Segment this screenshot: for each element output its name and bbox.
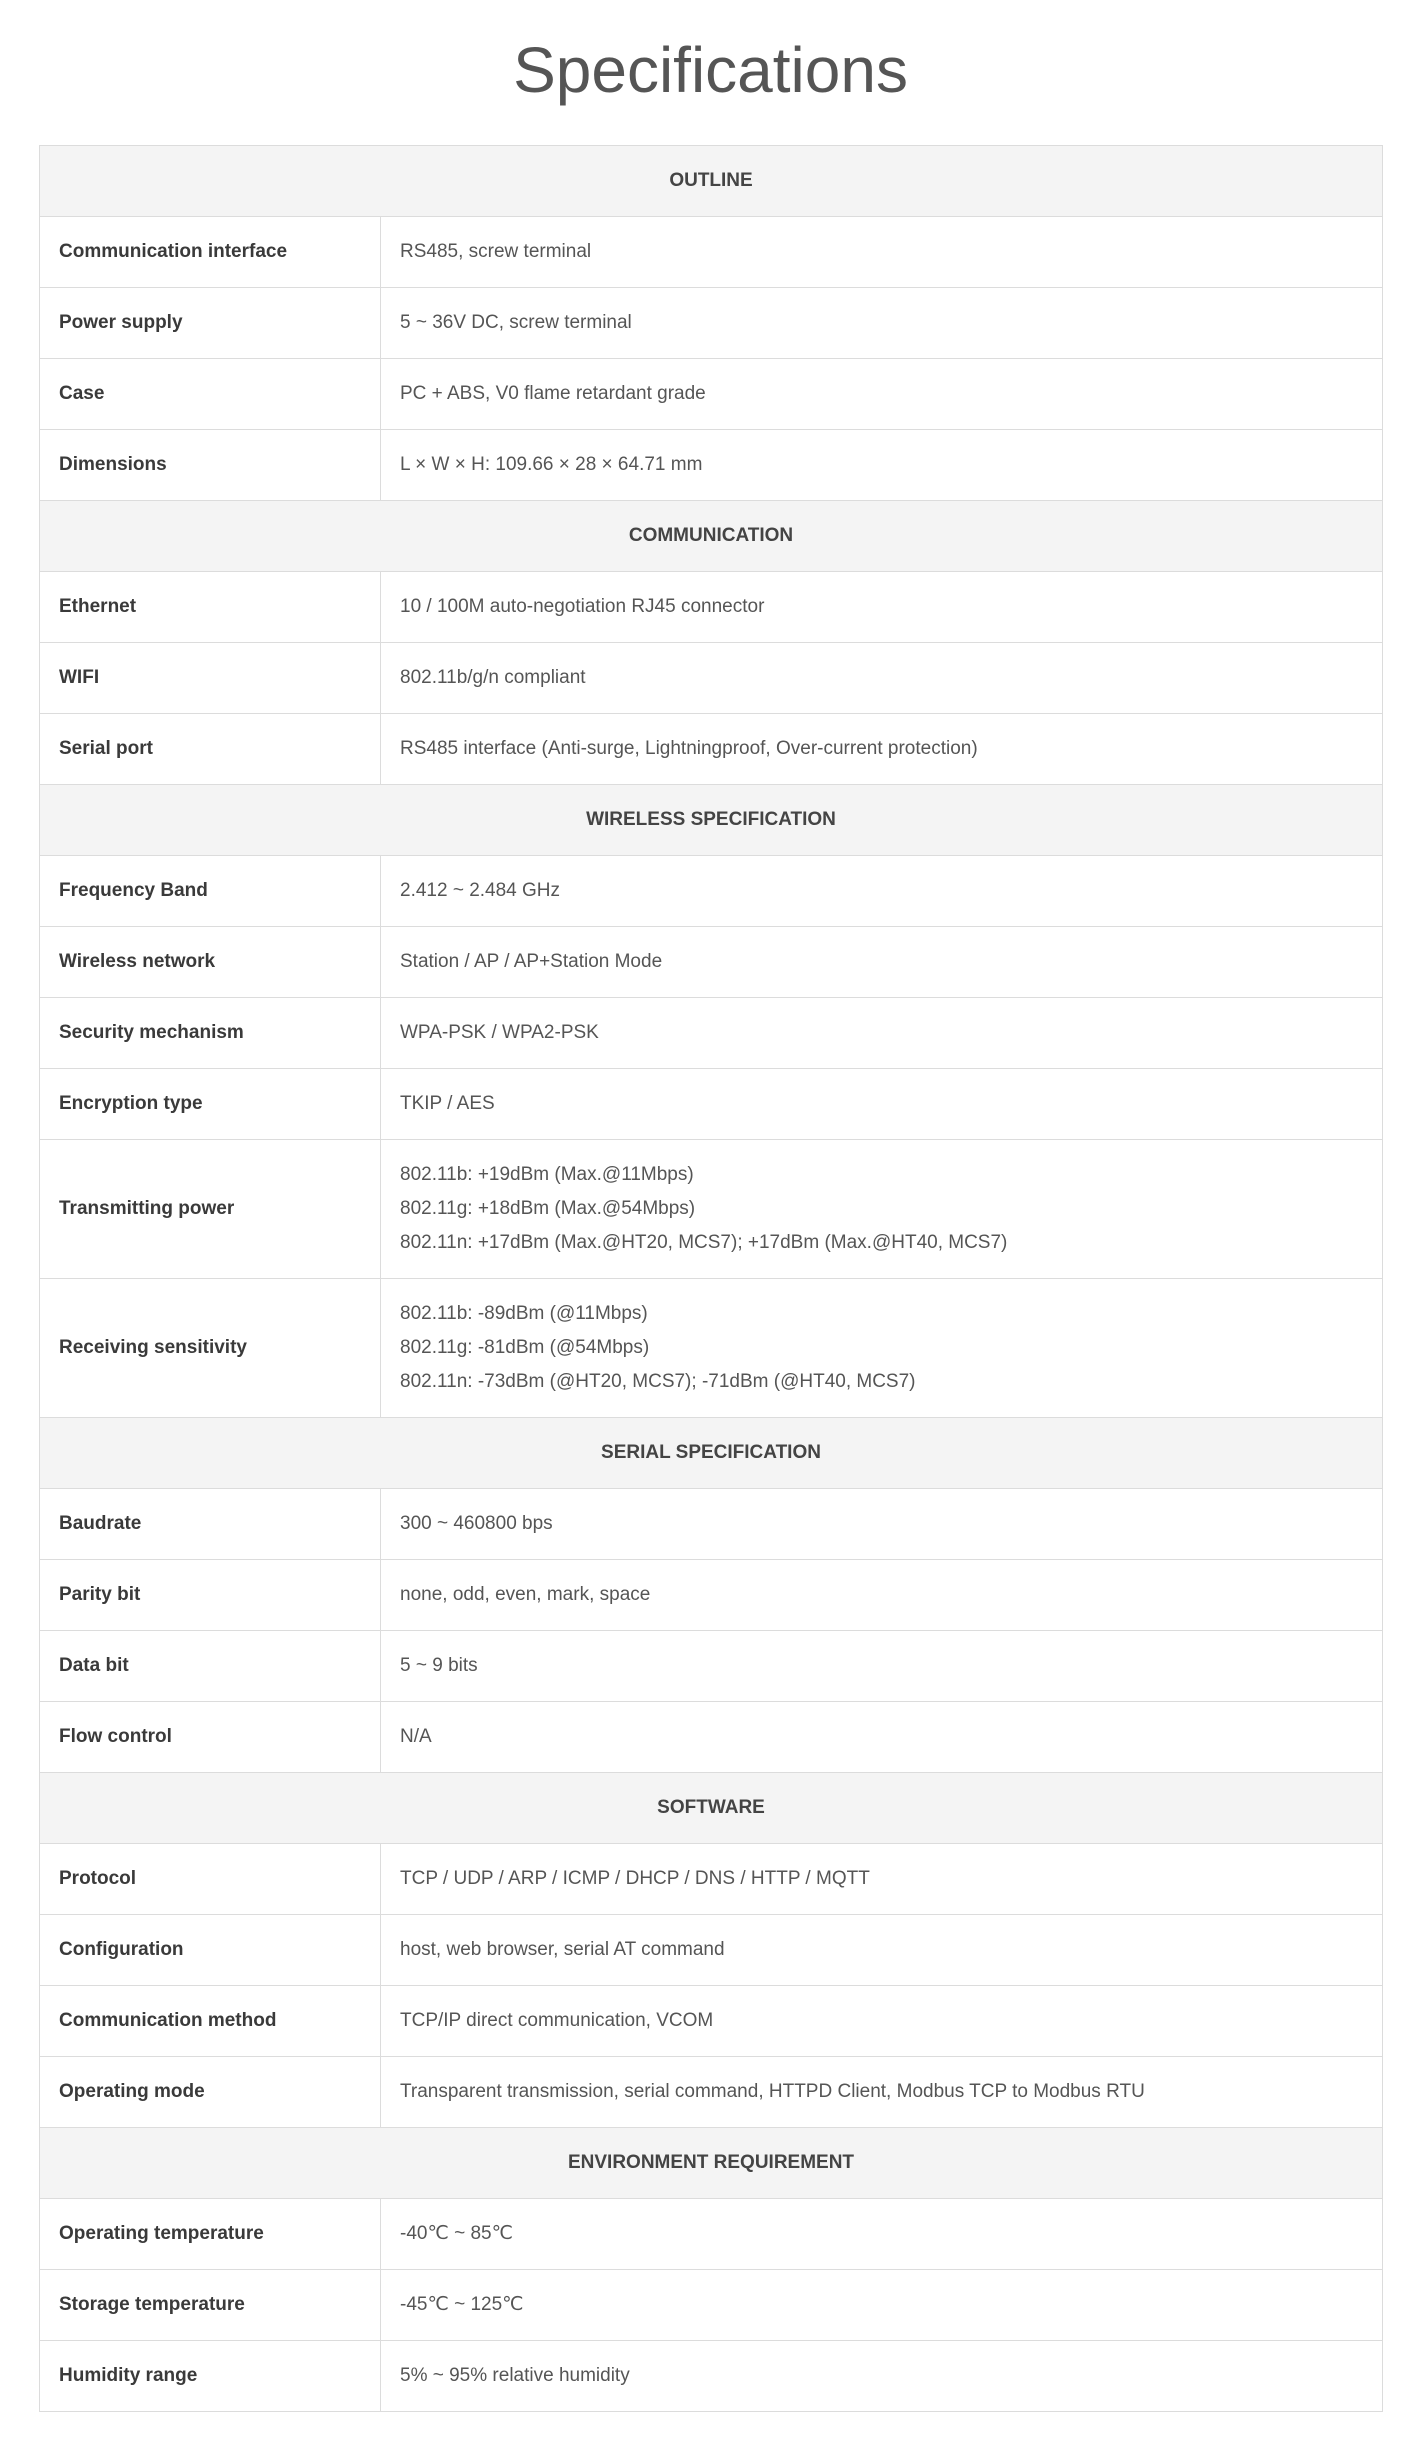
spec-value-line: 5 ~ 9 bits <box>400 1655 478 1676</box>
spec-row <box>40 1489 1383 1560</box>
spec-value-line: host, web browser, serial AT command <box>400 1939 725 1960</box>
spec-value-line: TKIP / AES <box>400 1093 495 1114</box>
spec-label: Flow control <box>40 1702 381 1773</box>
spec-value <box>381 643 1383 714</box>
spec-value-line: 802.11b: -89dBm (@11Mbps) <box>400 1303 648 1324</box>
spec-value-line: Transparent transmission, serial command, HTTPD Client, Modbus TCP to Modbus RTU <box>400 2081 1145 2102</box>
spec-row <box>40 714 1383 785</box>
specifications-table-body <box>40 146 1383 2412</box>
spec-row <box>40 998 1383 1069</box>
spec-value <box>381 1489 1383 1560</box>
spec-value <box>381 1844 1383 1915</box>
spec-row <box>40 2341 1383 2412</box>
spec-label: Data bit <box>40 1631 381 1702</box>
spec-row <box>40 217 1383 288</box>
spec-value <box>381 2057 1383 2128</box>
spec-label: Humidity range <box>40 2341 381 2412</box>
section-header-row <box>40 146 1383 217</box>
spec-value <box>381 1069 1383 1140</box>
spec-row <box>40 2057 1383 2128</box>
spec-label: Dimensions <box>40 430 381 501</box>
section-heading: SOFTWARE <box>40 1773 1383 1844</box>
spec-value-line: Station / AP / AP+Station Mode <box>400 951 663 972</box>
spec-label: Ethernet <box>40 572 381 643</box>
spec-value <box>381 1631 1383 1702</box>
spec-row <box>40 1631 1383 1702</box>
spec-value <box>381 998 1383 1069</box>
spec-label: Security mechanism <box>40 998 381 1069</box>
spec-label: Encryption type <box>40 1069 381 1140</box>
spec-value-line: 802.11b: +19dBm (Max.@11Mbps) <box>400 1164 694 1185</box>
section-heading: ENVIRONMENT REQUIREMENT <box>40 2128 1383 2199</box>
spec-label: Case <box>40 359 381 430</box>
spec-value <box>381 2270 1383 2341</box>
spec-value <box>381 856 1383 927</box>
spec-value <box>381 1915 1383 1986</box>
spec-value-line: 5 ~ 36V DC, screw terminal <box>400 312 632 333</box>
spec-label: Operating mode <box>40 2057 381 2128</box>
spec-value <box>381 1986 1383 2057</box>
spec-row <box>40 2199 1383 2270</box>
spec-value-line: 5% ~ 95% relative humidity <box>400 2365 630 2386</box>
section-heading: COMMUNICATION <box>40 501 1383 572</box>
spec-row <box>40 359 1383 430</box>
spec-value <box>381 714 1383 785</box>
spec-value-line: WPA-PSK / WPA2-PSK <box>400 1022 599 1043</box>
spec-value-line: -45℃ ~ 125℃ <box>400 2294 524 2315</box>
section-heading: OUTLINE <box>40 146 1383 217</box>
spec-value <box>381 359 1383 430</box>
spec-value-line: 2.412 ~ 2.484 GHz <box>400 880 561 901</box>
spec-value <box>381 2341 1383 2412</box>
spec-value <box>381 1702 1383 1773</box>
section-header-row <box>40 2128 1383 2199</box>
section-heading: WIRELESS SPECIFICATION <box>40 785 1383 856</box>
spec-row <box>40 1560 1383 1631</box>
spec-value-line: 802.11g: -81dBm (@54Mbps) <box>400 1337 650 1358</box>
section-header-row <box>40 1773 1383 1844</box>
spec-label: Parity bit <box>40 1560 381 1631</box>
page-title: Specifications <box>513 34 908 106</box>
spec-label: Baudrate <box>40 1489 381 1560</box>
spec-label: Protocol <box>40 1844 381 1915</box>
spec-row <box>40 430 1383 501</box>
spec-row <box>40 927 1383 998</box>
spec-row <box>40 1844 1383 1915</box>
spec-value <box>381 1140 1383 1279</box>
spec-label: Configuration <box>40 1915 381 1986</box>
spec-value-line: 300 ~ 460800 bps <box>400 1513 553 1534</box>
spec-value-line: TCP / UDP / ARP / ICMP / DHCP / DNS / HTTP / MQTT <box>400 1868 870 1889</box>
spec-row <box>40 1702 1383 1773</box>
spec-value-line: PC + ABS, V0 flame retardant grade <box>400 383 706 404</box>
spec-row <box>40 1069 1383 1140</box>
spec-row <box>40 856 1383 927</box>
spec-value <box>381 2199 1383 2270</box>
spec-label: WIFI <box>40 643 381 714</box>
spec-row <box>40 643 1383 714</box>
spec-value-line: TCP/IP direct communication, VCOM <box>400 2010 714 2031</box>
spec-value <box>381 1560 1383 1631</box>
spec-label: Communication method <box>40 1986 381 2057</box>
spec-label: Storage temperature <box>40 2270 381 2341</box>
spec-row <box>40 572 1383 643</box>
spec-value-line: N/A <box>400 1726 432 1747</box>
spec-value-line: 802.11b/g/n compliant <box>400 667 586 688</box>
spec-value <box>381 217 1383 288</box>
spec-value-line: RS485, screw terminal <box>400 241 592 262</box>
spec-value-line: 10 / 100M auto-negotiation RJ45 connector <box>400 596 765 617</box>
spec-value-line: none, odd, even, mark, space <box>400 1584 651 1605</box>
spec-value <box>381 288 1383 359</box>
spec-label: Transmitting power <box>40 1140 381 1279</box>
spec-row <box>40 1915 1383 1986</box>
spec-label: Wireless network <box>40 927 381 998</box>
section-header-row <box>40 785 1383 856</box>
spec-row <box>40 1279 1383 1418</box>
spec-value-line: 802.11g: +18dBm (Max.@54Mbps) <box>400 1198 696 1219</box>
spec-value-line: RS485 interface (Anti-surge, Lightningproof, Over-current protection) <box>400 738 978 759</box>
spec-value-line: 802.11n: -73dBm (@HT20, MCS7); -71dBm (@HT40, MCS7) <box>400 1371 916 1392</box>
spec-label: Serial port <box>40 714 381 785</box>
spec-value <box>381 1279 1383 1418</box>
spec-label: Receiving sensitivity <box>40 1279 381 1418</box>
spec-value-line: L × W × H: 109.66 × 28 × 64.71 mm <box>400 454 703 475</box>
spec-value-line: 802.11n: +17dBm (Max.@HT20, MCS7); +17dBm (Max.@HT40, MCS7) <box>400 1232 1008 1253</box>
section-heading: SERIAL SPECIFICATION <box>40 1418 1383 1489</box>
spec-value-line: -40℃ ~ 85℃ <box>400 2223 513 2244</box>
spec-row <box>40 288 1383 359</box>
spec-label: Frequency Band <box>40 856 381 927</box>
spec-value <box>381 430 1383 501</box>
spec-value <box>381 927 1383 998</box>
spec-label: Communication interface <box>40 217 381 288</box>
spec-row <box>40 1986 1383 2057</box>
section-header-row <box>40 1418 1383 1489</box>
section-header-row <box>40 501 1383 572</box>
spec-label: Operating temperature <box>40 2199 381 2270</box>
specifications-table <box>39 145 1383 2412</box>
spec-row <box>40 1140 1383 1279</box>
spec-row <box>40 2270 1383 2341</box>
spec-value <box>381 572 1383 643</box>
spec-label: Power supply <box>40 288 381 359</box>
